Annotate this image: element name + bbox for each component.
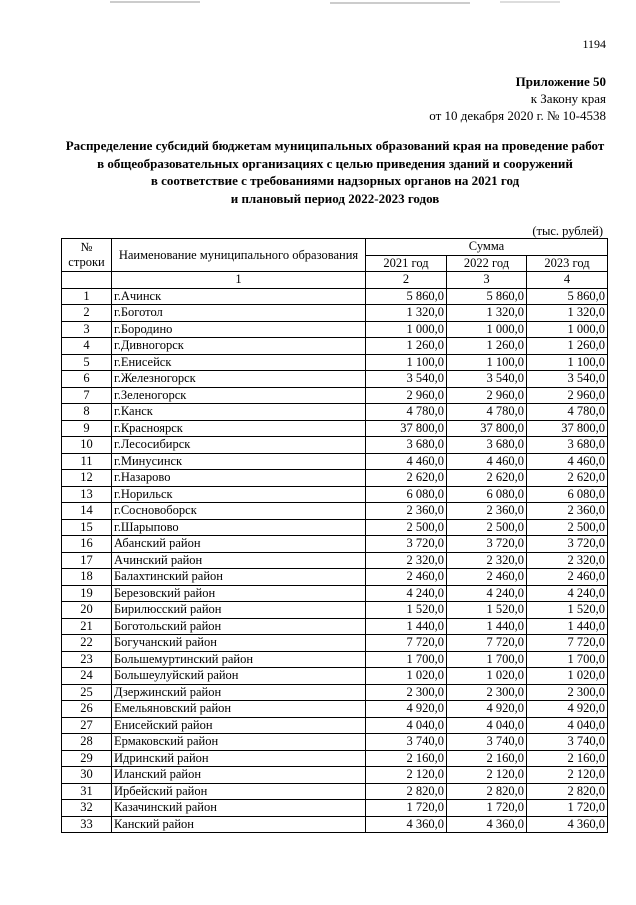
appendix-title: Приложение 50 <box>515 74 606 89</box>
amount-2023-cell: 3 540,0 <box>527 371 608 388</box>
amount-2021-cell: 3 540,0 <box>366 371 447 388</box>
municipality-name-cell: Абанский район <box>112 536 366 553</box>
amount-2022-cell: 2 300,0 <box>447 684 527 701</box>
table-row <box>62 288 608 305</box>
table-row <box>62 552 608 569</box>
municipality-name-cell: Ермаковский район <box>112 734 366 751</box>
row-number-cell: 8 <box>62 404 112 421</box>
municipality-name-cell: Иланский район <box>112 767 366 784</box>
amount-2022-cell: 1 260,0 <box>447 338 527 355</box>
amount-2023-cell: 2 960,0 <box>527 387 608 404</box>
amount-2022-cell: 4 240,0 <box>447 585 527 602</box>
amount-2023-cell: 1 000,0 <box>527 321 608 338</box>
municipality-name-cell: г.Железногорск <box>112 371 366 388</box>
header-row-number-sign: № <box>80 240 93 254</box>
municipality-name-cell: Балахтинский район <box>112 569 366 586</box>
row-number-cell: 16 <box>62 536 112 553</box>
amount-2023-cell: 3 740,0 <box>527 734 608 751</box>
amount-2023-cell: 2 500,0 <box>527 519 608 536</box>
amount-2022-cell: 2 960,0 <box>447 387 527 404</box>
municipality-name-cell: Богучанский район <box>112 635 366 652</box>
table-row <box>62 635 608 652</box>
amount-2021-cell: 1 440,0 <box>366 618 447 635</box>
amount-2023-cell: 3 720,0 <box>527 536 608 553</box>
amount-2022-cell: 1 020,0 <box>447 668 527 685</box>
header-row-number <box>62 239 112 272</box>
header-colnum-1: 1 <box>112 272 366 289</box>
header-year-2022: 2022 год <box>447 255 527 272</box>
amount-2021-cell: 1 700,0 <box>366 651 447 668</box>
amount-2021-cell: 4 460,0 <box>366 453 447 470</box>
amount-2022-cell: 2 320,0 <box>447 552 527 569</box>
amount-2022-cell: 3 720,0 <box>447 536 527 553</box>
municipality-name-cell: Идринский район <box>112 750 366 767</box>
header-year-2021: 2021 год <box>366 255 447 272</box>
amount-2021-cell: 3 720,0 <box>366 536 447 553</box>
row-number-cell: 14 <box>62 503 112 520</box>
municipality-name-cell: Большеулуйский район <box>112 668 366 685</box>
amount-2021-cell: 2 320,0 <box>366 552 447 569</box>
table-row <box>62 750 608 767</box>
row-number-cell: 1 <box>62 288 112 305</box>
amount-2021-cell: 1 520,0 <box>366 602 447 619</box>
row-number-cell: 2 <box>62 305 112 322</box>
table-row <box>62 783 608 800</box>
table-row <box>62 816 608 833</box>
header-colnum-4: 4 <box>527 272 608 289</box>
amount-2021-cell: 3 680,0 <box>366 437 447 454</box>
row-number-cell: 12 <box>62 470 112 487</box>
row-number-cell: 3 <box>62 321 112 338</box>
table-row <box>62 717 608 734</box>
municipality-name-cell: Ирбейский район <box>112 783 366 800</box>
table-row <box>62 503 608 520</box>
municipality-name-cell: г.Шарыпово <box>112 519 366 536</box>
municipality-name-cell: г.Красноярск <box>112 420 366 437</box>
municipality-name-cell: г.Норильск <box>112 486 366 503</box>
amount-2023-cell: 2 360,0 <box>527 503 608 520</box>
amount-2023-cell: 2 620,0 <box>527 470 608 487</box>
document-title-line: и плановый период 2022-2023 годов <box>230 190 440 206</box>
amount-2023-cell: 4 240,0 <box>527 585 608 602</box>
row-number-cell: 29 <box>62 750 112 767</box>
amount-2021-cell: 1 100,0 <box>366 354 447 371</box>
amount-2023-cell: 4 780,0 <box>527 404 608 421</box>
document-title-line: в соответствие с требованиями надзорных органов на 2021 год <box>150 173 520 188</box>
amount-2021-cell: 2 360,0 <box>366 503 447 520</box>
appendix-law-date: от 10 декабря 2020 г. № 10-4538 <box>429 108 606 123</box>
table-row <box>62 651 608 668</box>
amount-2021-cell: 4 360,0 <box>366 816 447 833</box>
municipality-name-cell: Большемуртинский район <box>112 651 366 668</box>
table-row <box>62 437 608 454</box>
municipality-name-cell: Бирилюсский район <box>112 602 366 619</box>
amount-2021-cell: 2 160,0 <box>366 750 447 767</box>
table-row <box>62 354 608 371</box>
amount-2023-cell: 4 460,0 <box>527 453 608 470</box>
row-number-cell: 17 <box>62 552 112 569</box>
amount-2023-cell: 2 820,0 <box>527 783 608 800</box>
row-number-cell: 4 <box>62 338 112 355</box>
amount-2023-cell: 1 700,0 <box>527 651 608 668</box>
table-row <box>62 701 608 718</box>
amount-2023-cell: 4 040,0 <box>527 717 608 734</box>
amount-2022-cell: 37 800,0 <box>447 420 527 437</box>
amount-2022-cell: 2 160,0 <box>447 750 527 767</box>
row-number-cell: 10 <box>62 437 112 454</box>
municipality-name-cell: Емельяновский район <box>112 701 366 718</box>
amount-2023-cell: 1 320,0 <box>527 305 608 322</box>
amount-2023-cell: 1 100,0 <box>527 354 608 371</box>
amount-2021-cell: 5 860,0 <box>366 288 447 305</box>
page-number: 1194 <box>582 37 606 51</box>
municipality-name-cell: г.Назарово <box>112 470 366 487</box>
amount-2023-cell: 1 260,0 <box>527 338 608 355</box>
row-number-cell: 26 <box>62 701 112 718</box>
row-number-cell: 7 <box>62 387 112 404</box>
table-row <box>62 734 608 751</box>
amount-2022-cell: 3 740,0 <box>447 734 527 751</box>
table-row <box>62 453 608 470</box>
row-number-cell: 20 <box>62 602 112 619</box>
table-row <box>62 420 608 437</box>
table-row <box>62 767 608 784</box>
amount-2023-cell: 6 080,0 <box>527 486 608 503</box>
table-row <box>62 305 608 322</box>
header-colnum-3: 3 <box>447 272 527 289</box>
municipality-name-cell: Канский район <box>112 816 366 833</box>
row-number-cell: 9 <box>62 420 112 437</box>
amount-2022-cell: 2 120,0 <box>447 767 527 784</box>
table-row <box>62 486 608 503</box>
row-number-cell: 23 <box>62 651 112 668</box>
table-row <box>62 338 608 355</box>
amount-2022-cell: 1 440,0 <box>447 618 527 635</box>
amount-2022-cell: 2 500,0 <box>447 519 527 536</box>
amount-2023-cell: 1 720,0 <box>527 800 608 817</box>
amount-2022-cell: 3 540,0 <box>447 371 527 388</box>
amount-2023-cell: 37 800,0 <box>527 420 608 437</box>
amount-2022-cell: 2 360,0 <box>447 503 527 520</box>
scan-edge-marks <box>0 0 636 6</box>
amount-2021-cell: 2 960,0 <box>366 387 447 404</box>
table-row <box>62 470 608 487</box>
amount-2023-cell: 7 720,0 <box>527 635 608 652</box>
amount-2022-cell: 1 100,0 <box>447 354 527 371</box>
row-number-cell: 32 <box>62 800 112 817</box>
amount-2022-cell: 4 040,0 <box>447 717 527 734</box>
table-row <box>62 536 608 553</box>
amount-2021-cell: 1 000,0 <box>366 321 447 338</box>
amount-2021-cell: 37 800,0 <box>366 420 447 437</box>
appendix-law-ref: к Закону края <box>530 91 606 106</box>
row-number-cell: 22 <box>62 635 112 652</box>
row-number-cell: 25 <box>62 684 112 701</box>
amount-2023-cell: 2 320,0 <box>527 552 608 569</box>
row-number-cell: 31 <box>62 783 112 800</box>
amount-2022-cell: 4 460,0 <box>447 453 527 470</box>
amount-2021-cell: 2 620,0 <box>366 470 447 487</box>
municipality-name-cell: г.Бородино <box>112 321 366 338</box>
municipality-name-cell: г.Ачинск <box>112 288 366 305</box>
row-number-cell: 13 <box>62 486 112 503</box>
municipality-name-cell: Ачинский район <box>112 552 366 569</box>
amount-2023-cell: 1 440,0 <box>527 618 608 635</box>
amount-2022-cell: 3 680,0 <box>447 437 527 454</box>
amount-2021-cell: 3 740,0 <box>366 734 447 751</box>
amount-2023-cell: 2 120,0 <box>527 767 608 784</box>
amount-2023-cell: 1 520,0 <box>527 602 608 619</box>
amount-2022-cell: 4 780,0 <box>447 404 527 421</box>
table-body <box>62 288 608 833</box>
amount-2023-cell: 5 860,0 <box>527 288 608 305</box>
amount-2021-cell: 2 300,0 <box>366 684 447 701</box>
row-number-cell: 5 <box>62 354 112 371</box>
amount-2021-cell: 1 260,0 <box>366 338 447 355</box>
amount-2022-cell: 4 920,0 <box>447 701 527 718</box>
document-title <box>40 137 630 207</box>
municipality-name-cell: г.Сосновоборск <box>112 503 366 520</box>
document-title-line: в общеобразовательных организациях с целью приведения зданий и сооружений <box>97 155 573 171</box>
municipality-name-cell: г.Енисейск <box>112 354 366 371</box>
municipality-name-cell: г.Зеленогорск <box>112 387 366 404</box>
amount-2022-cell: 1 720,0 <box>447 800 527 817</box>
table-row <box>62 800 608 817</box>
amount-2023-cell: 2 300,0 <box>527 684 608 701</box>
amount-2021-cell: 4 780,0 <box>366 404 447 421</box>
amount-2022-cell: 5 860,0 <box>447 288 527 305</box>
amount-2023-cell: 4 920,0 <box>527 701 608 718</box>
amount-2023-cell: 1 020,0 <box>527 668 608 685</box>
amount-2022-cell: 2 820,0 <box>447 783 527 800</box>
municipality-name-cell: Березовский район <box>112 585 366 602</box>
table-row <box>62 668 608 685</box>
municipality-name-cell: Казачинский район <box>112 800 366 817</box>
amount-2021-cell: 2 500,0 <box>366 519 447 536</box>
amount-2021-cell: 4 040,0 <box>366 717 447 734</box>
table-row <box>62 387 608 404</box>
row-number-cell: 11 <box>62 453 112 470</box>
amount-2021-cell: 1 320,0 <box>366 305 447 322</box>
appendix-block <box>429 73 606 124</box>
table-row <box>62 519 608 536</box>
row-number-cell: 24 <box>62 668 112 685</box>
row-number-cell: 30 <box>62 767 112 784</box>
amount-2021-cell: 1 020,0 <box>366 668 447 685</box>
amount-2021-cell: 4 240,0 <box>366 585 447 602</box>
header-municipality-name: Наименование муниципального образования <box>112 239 366 272</box>
table-row <box>62 602 608 619</box>
unit-label: (тыс. рублей) <box>532 224 603 238</box>
amount-2023-cell: 4 360,0 <box>527 816 608 833</box>
amount-2022-cell: 1 000,0 <box>447 321 527 338</box>
amount-2022-cell: 1 320,0 <box>447 305 527 322</box>
row-number-cell: 15 <box>62 519 112 536</box>
row-number-cell: 28 <box>62 734 112 751</box>
row-number-cell: 6 <box>62 371 112 388</box>
amount-2021-cell: 7 720,0 <box>366 635 447 652</box>
municipality-name-cell: г.Лесосибирск <box>112 437 366 454</box>
header-colnum-blank <box>62 272 112 289</box>
amount-2022-cell: 6 080,0 <box>447 486 527 503</box>
table-row <box>62 371 608 388</box>
header-year-2023: 2023 год <box>527 255 608 272</box>
subsidy-table <box>61 238 608 833</box>
amount-2023-cell: 2 460,0 <box>527 569 608 586</box>
municipality-name-cell: Боготольский район <box>112 618 366 635</box>
table-row <box>62 618 608 635</box>
amount-2023-cell: 3 680,0 <box>527 437 608 454</box>
amount-2021-cell: 2 820,0 <box>366 783 447 800</box>
amount-2022-cell: 1 520,0 <box>447 602 527 619</box>
municipality-name-cell: г.Канск <box>112 404 366 421</box>
amount-2022-cell: 1 700,0 <box>447 651 527 668</box>
amount-2022-cell: 2 620,0 <box>447 470 527 487</box>
municipality-name-cell: г.Минусинск <box>112 453 366 470</box>
table-row <box>62 684 608 701</box>
municipality-name-cell: г.Боготол <box>112 305 366 322</box>
table-row <box>62 569 608 586</box>
table-row <box>62 585 608 602</box>
municipality-name-cell: г.Дивногорск <box>112 338 366 355</box>
municipality-name-cell: Дзержинский район <box>112 684 366 701</box>
table-row <box>62 321 608 338</box>
amount-2023-cell: 2 160,0 <box>527 750 608 767</box>
header-row-number-label: строки <box>68 255 105 269</box>
amount-2022-cell: 7 720,0 <box>447 635 527 652</box>
amount-2021-cell: 2 120,0 <box>366 767 447 784</box>
amount-2021-cell: 1 720,0 <box>366 800 447 817</box>
municipality-name-cell: Енисейский район <box>112 717 366 734</box>
amount-2021-cell: 6 080,0 <box>366 486 447 503</box>
document-title-line: Распределение субсидий бюджетам муниципальных образований края на проведение работ <box>65 138 605 153</box>
row-number-cell: 21 <box>62 618 112 635</box>
amount-2021-cell: 4 920,0 <box>366 701 447 718</box>
amount-2021-cell: 2 460,0 <box>366 569 447 586</box>
header-colnum-2: 2 <box>366 272 447 289</box>
amount-2022-cell: 2 460,0 <box>447 569 527 586</box>
row-number-cell: 18 <box>62 569 112 586</box>
table-row <box>62 404 608 421</box>
header-sum: Сумма <box>366 239 608 256</box>
row-number-cell: 27 <box>62 717 112 734</box>
row-number-cell: 19 <box>62 585 112 602</box>
row-number-cell: 33 <box>62 816 112 833</box>
amount-2022-cell: 4 360,0 <box>447 816 527 833</box>
